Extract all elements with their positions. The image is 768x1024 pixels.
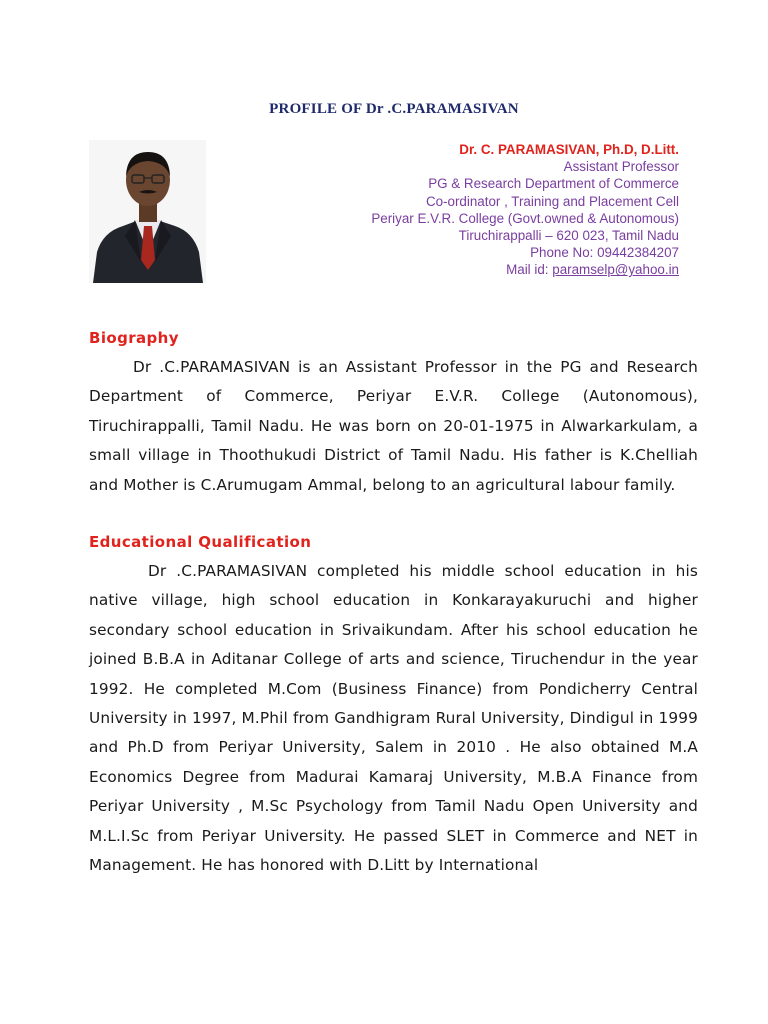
- biography-heading: Biography: [89, 329, 179, 347]
- mail-label: Mail id:: [506, 262, 553, 278]
- contact-name: Dr. C. PARAMASIVAN, Ph.D, D.Litt.: [459, 142, 679, 157]
- education-text: Dr .C.PARAMASIVAN completed his middle school education in his native village, high school education in Konkarayakuruchi and higher secondary school education in Srivaikundam. After his school education he joined B.B.A in Aditanar College of arts and science, Tiruchendur in the year 1992. He completed M.Com (Business Finance) from Pondicherry Central University in 1997, M.Phil from Gandhigram Rural University, Dindigul in 1999 and Ph.D from Periyar University, Salem in 2010 . He also obtained M.A Economics Degree from Madurai Kamaraj University, M.B.A Finance from Periyar University , M.Sc Psychology from Tamil Nadu Open University and M.L.I.Sc from Periyar University. He passed SLET in Commerce and NET in Management. He has honored with D.Litt by International: [89, 562, 698, 875]
- contact-mail: [371, 261, 679, 278]
- email-link[interactable]: paramselp@yahoo.in: [552, 262, 679, 278]
- contact-department: PG & Research Department of Commerce: [428, 176, 679, 192]
- biography-text: Dr .C.PARAMASIVAN is an Assistant Professor in the PG and Research Department of Commerce, Periyar E.V.R. College (Autonomous), Tiruchirappalli, Tamil Nadu. He was born on 20-01-1975 in Alwarkarkulam, a small village in Thoothukudi District of Tamil Nadu. His father is K.Chelliah and Mother is C.Arumugam Ammal, belong to an agricultural labour family.: [89, 358, 698, 494]
- page-title: PROFILE OF Dr .C.PARAMASIVAN: [269, 101, 519, 117]
- education-heading: Educational Qualification: [89, 533, 312, 551]
- contact-college: Periyar E.V.R. College (Govt.owned & Autonomous): [371, 210, 679, 226]
- contact-designation: Assistant Professor: [563, 159, 679, 175]
- contact-phone: Phone No: 09442384207: [530, 245, 679, 261]
- contact-role: Co-ordinator , Training and Placement Cell: [425, 193, 679, 209]
- contact-city: Tiruchirappalli – 620 023, Tamil Nadu: [458, 228, 679, 244]
- contact-block: [371, 141, 679, 279]
- profile-photo: [89, 140, 206, 283]
